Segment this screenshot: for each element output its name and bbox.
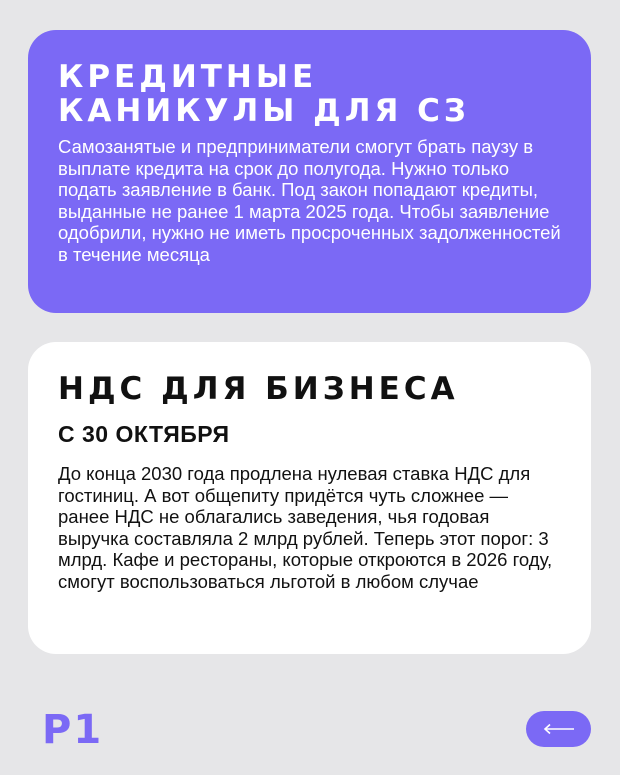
credit-holidays-title-line-2: КАНИКУЛЫ ДЛЯ СЗ (58, 93, 470, 129)
back-button[interactable] (526, 711, 591, 747)
vat-business-body: До конца 2030 года продлена нулевая ставка НДС для гостиниц. А вот общепиту придётся чуть сложнее — ранее НДС не облагались заведения, чья годовая выручка составляла 2 млрд рублей. Теперь этот порог: 3 млрд. Кафе и рестораны, которые откроются в 2026 году, смогут воспользоваться льготой в любом случае (58, 463, 553, 592)
vat-business-subtitle: С 30 ОКТЯБРЯ (58, 421, 230, 447)
credit-holidays-title-line-1: КРЕДИТНЫЕ (58, 59, 318, 95)
vat-business-card (28, 342, 591, 654)
brand-logo: P1 (42, 707, 104, 753)
credit-holidays-card (28, 30, 591, 313)
vat-business-title: НДС ДЛЯ БИЗНЕСА (58, 371, 459, 407)
credit-holidays-body: Самозанятые и предприниматели смогут брать паузу в выплате кредита на срок до полугода. Нужно только подать заявление в банк. Под закон попадают кредиты, выданные не ранее 1 марта 2025 года. Чтобы заявление одобрили, нужно не иметь просроченных задолженностей в течение месяца (58, 136, 561, 265)
credit-holidays-title (58, 60, 561, 128)
arrow-left-icon (543, 723, 575, 735)
